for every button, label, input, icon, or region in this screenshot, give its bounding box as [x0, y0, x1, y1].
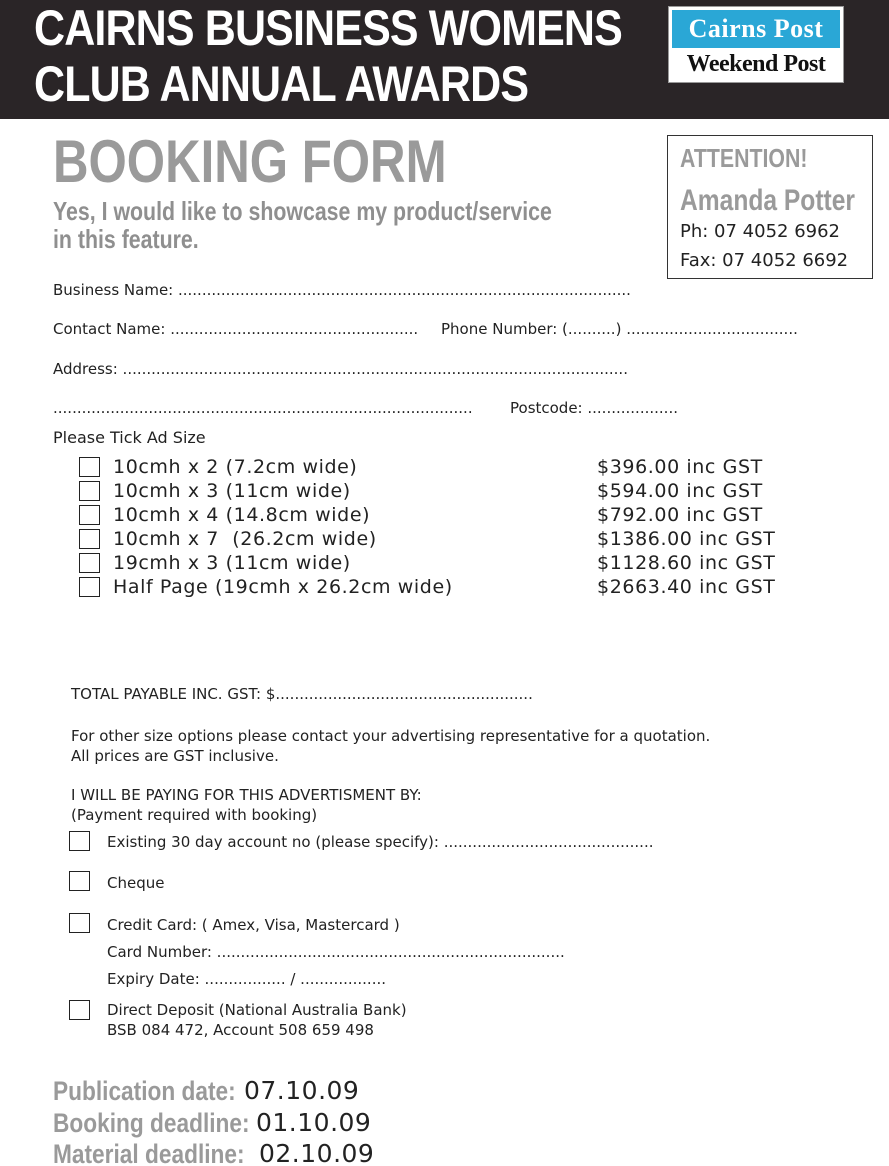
payment-subheading: (Payment required with booking)	[71, 806, 318, 824]
attention-box	[667, 135, 873, 279]
booking-deadline	[53, 1108, 372, 1138]
ad-size-label: Half Page (19cmh x 26.2cm wide)	[113, 576, 453, 598]
booking-form-title: BOOKING FORM	[53, 128, 447, 195]
ad-size-heading: Please Tick Ad Size	[53, 428, 206, 447]
ad-size-label: 19cmh x 3 (11cm wide)	[113, 552, 351, 574]
ad-size-label: 10cmh x 4 (14.8cm wide)	[113, 504, 371, 526]
ad-size-price: $2663.40 inc GST	[597, 576, 776, 598]
address-field[interactable]: Address: ..........................................................................................................	[53, 360, 628, 378]
contact-phone: Ph: 07 4052 6962	[680, 221, 841, 242]
ad-size-checkbox[interactable]	[79, 529, 100, 549]
contact-fax: Fax: 07 4052 6692	[680, 250, 849, 271]
booking-deadline-label: Booking deadline:	[53, 1108, 250, 1138]
booking-deadline-value: 01.10.09	[256, 1108, 372, 1137]
ad-size-label: 10cmh x 3 (11cm wide)	[113, 480, 351, 502]
logo-weekend-post: Weekend Post	[686, 51, 826, 77]
ad-size-price: $1386.00 inc GST	[597, 528, 776, 550]
cheque-checkbox[interactable]	[69, 871, 90, 891]
publication-date-label: Publication date:	[53, 1076, 236, 1106]
payment-heading: I WILL BE PAYING FOR THIS ADVERTISMENT BY:	[71, 786, 422, 804]
cheque-option: Cheque	[107, 874, 165, 892]
cairns-post-logo	[668, 6, 844, 83]
ad-size-price: $1128.60 inc GST	[597, 552, 776, 574]
business-name-field[interactable]: Business Name: ...............................................................................................	[53, 281, 631, 299]
ad-size-label: 10cmh x 7 (26.2cm wide)	[113, 528, 377, 550]
ad-size-price: $594.00 inc GST	[597, 480, 763, 502]
gst-inclusive-note: All prices are GST inclusive.	[71, 747, 279, 765]
ad-size-checkbox[interactable]	[79, 505, 100, 525]
total-payable-field[interactable]: TOTAL PAYABLE INC. GST: $......................................................	[71, 685, 533, 703]
direct-deposit-checkbox[interactable]	[69, 1000, 90, 1020]
ad-size-checkbox[interactable]	[79, 457, 100, 477]
attention-label: ATTENTION!	[680, 143, 808, 173]
material-deadline	[53, 1139, 375, 1166]
logo-cairns-post: Cairns Post	[672, 10, 840, 48]
header-title-line1: CAIRNS BUSINESS WOMENS	[34, 0, 622, 56]
contact-person-name: Amanda Potter	[680, 184, 855, 217]
other-sizes-note: For other size options please contact your advertising representative for a quotation.	[71, 727, 711, 745]
credit-card-option: Credit Card: ( Amex, Visa, Mastercard )	[107, 916, 400, 934]
booking-form-subtitle	[53, 197, 552, 253]
postcode-field[interactable]: Postcode: ...................	[510, 399, 678, 417]
publication-date	[53, 1076, 360, 1106]
bank-account-details: BSB 084 472, Account 508 659 498	[107, 1021, 374, 1039]
direct-deposit-option: Direct Deposit (National Australia Bank)	[107, 1001, 407, 1019]
subtitle-line1: Yes, I would like to showcase my product/service	[53, 196, 552, 226]
phone-number-field[interactable]: Phone Number: (..........) ....................................	[441, 320, 798, 338]
address-line2-field[interactable]: ........................................................................................	[53, 399, 473, 417]
ad-size-checkbox[interactable]	[79, 553, 100, 573]
ad-size-price: $396.00 inc GST	[597, 456, 763, 478]
publication-date-value: 07.10.09	[244, 1076, 360, 1105]
ad-size-checkbox[interactable]	[79, 577, 100, 597]
expiry-date-field[interactable]: Expiry Date: ................. / ..................	[107, 970, 387, 988]
ad-size-checkbox[interactable]	[79, 481, 100, 501]
material-deadline-value: 02.10.09	[259, 1139, 375, 1166]
subtitle-line2: in this feature.	[53, 224, 199, 254]
header-banner	[0, 0, 889, 119]
contact-name-field[interactable]: Contact Name: ....................................................	[53, 320, 419, 338]
material-deadline-label: Material deadline:	[53, 1139, 245, 1166]
card-number-field[interactable]: Card Number: .........................................................................	[107, 943, 565, 961]
header-title-line2: CLUB ANNUAL AWARDS	[34, 56, 529, 112]
ad-size-label: 10cmh x 2 (7.2cm wide)	[113, 456, 358, 478]
credit-card-checkbox[interactable]	[69, 913, 90, 933]
ad-size-price: $792.00 inc GST	[597, 504, 763, 526]
account-checkbox[interactable]	[69, 831, 90, 851]
header-title	[34, 0, 622, 112]
account-option: Existing 30 day account no (please specify): ............................................	[107, 833, 654, 851]
